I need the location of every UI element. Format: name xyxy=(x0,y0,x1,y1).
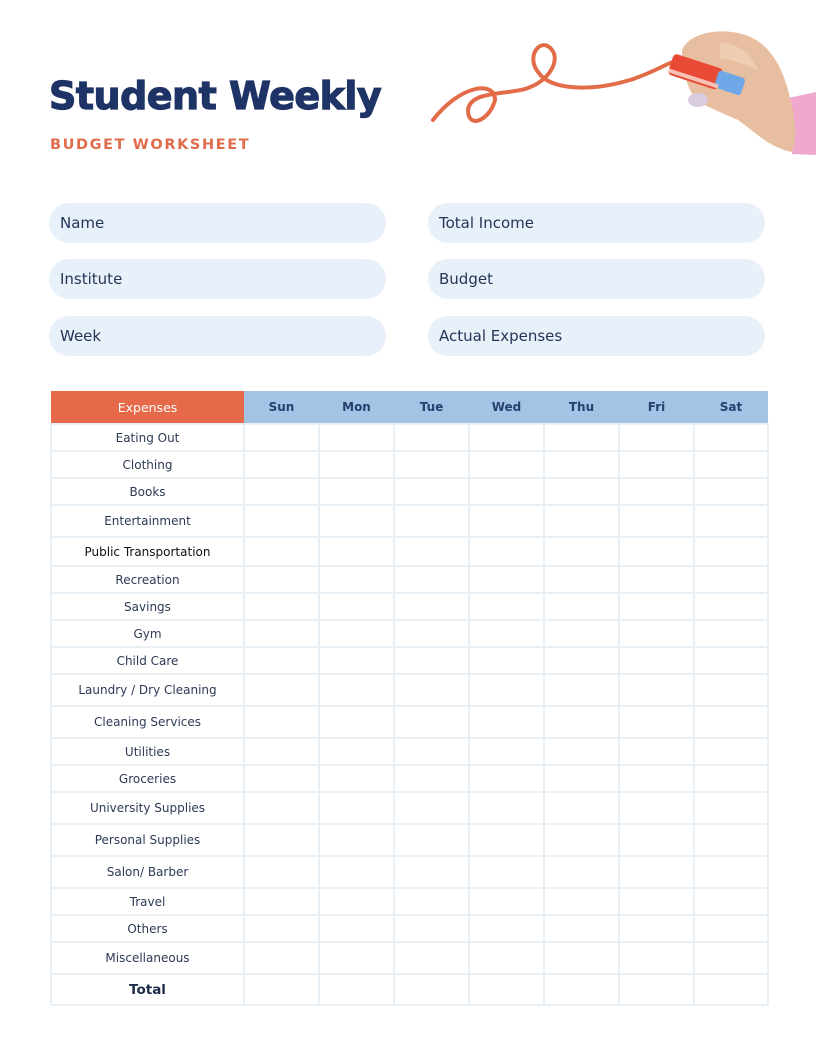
amount-cell-sat[interactable] xyxy=(694,974,768,1005)
amount-cell-mon[interactable] xyxy=(319,593,394,620)
amount-cell-tue[interactable] xyxy=(394,537,469,566)
column-header-sun: Sun xyxy=(244,391,319,424)
amount-cell-sat[interactable] xyxy=(694,647,768,674)
column-header-thu: Thu xyxy=(544,391,619,424)
amount-cell-mon[interactable] xyxy=(319,424,394,451)
amount-cell-mon[interactable] xyxy=(319,738,394,765)
actual-expenses-field-label: Actual Expenses xyxy=(439,327,563,345)
amount-cell-sat[interactable] xyxy=(694,505,768,537)
table-row xyxy=(51,856,768,888)
table-row xyxy=(51,824,768,856)
total-income-field[interactable] xyxy=(428,203,765,243)
amount-cell-sat[interactable] xyxy=(694,478,768,505)
column-header-fri: Fri xyxy=(619,391,694,424)
amount-cell-thu[interactable] xyxy=(544,537,619,566)
amount-cell-sat[interactable] xyxy=(694,792,768,824)
amount-cell-sun[interactable] xyxy=(244,478,319,505)
amount-cell-sun[interactable] xyxy=(244,537,319,566)
amount-cell-sun[interactable] xyxy=(244,505,319,537)
expense-label: Salon/ Barber xyxy=(51,856,244,888)
amount-cell-thu[interactable] xyxy=(544,915,619,942)
amount-cell-sat[interactable] xyxy=(694,738,768,765)
hand-marker-illustration-icon xyxy=(420,20,816,170)
amount-cell-fri[interactable] xyxy=(619,620,694,647)
expense-label: Savings xyxy=(51,593,244,620)
table-row xyxy=(51,424,768,451)
amount-cell-tue[interactable] xyxy=(394,478,469,505)
column-header-wed: Wed xyxy=(469,391,544,424)
amount-cell-sun[interactable] xyxy=(244,824,319,856)
amount-cell-thu[interactable] xyxy=(544,451,619,478)
week-field[interactable] xyxy=(49,316,386,356)
amount-cell-tue[interactable] xyxy=(394,566,469,593)
amount-cell-tue[interactable] xyxy=(394,792,469,824)
amount-cell-mon[interactable] xyxy=(319,478,394,505)
table-row xyxy=(51,451,768,478)
amount-cell-sun[interactable] xyxy=(244,888,319,915)
amount-cell-mon[interactable] xyxy=(319,620,394,647)
amount-cell-thu[interactable] xyxy=(544,706,619,738)
amount-cell-mon[interactable] xyxy=(319,824,394,856)
table-row xyxy=(51,593,768,620)
amount-cell-tue[interactable] xyxy=(394,424,469,451)
actual-expenses-field[interactable] xyxy=(428,316,765,356)
amount-cell-wed[interactable] xyxy=(469,451,544,478)
amount-cell-fri[interactable] xyxy=(619,593,694,620)
amount-cell-tue[interactable] xyxy=(394,738,469,765)
amount-cell-wed[interactable] xyxy=(469,537,544,566)
amount-cell-tue[interactable] xyxy=(394,593,469,620)
amount-cell-fri[interactable] xyxy=(619,451,694,478)
amount-cell-thu[interactable] xyxy=(544,566,619,593)
amount-cell-mon[interactable] xyxy=(319,674,394,706)
amount-cell-sat[interactable] xyxy=(694,856,768,888)
amount-cell-sat[interactable] xyxy=(694,424,768,451)
amount-cell-mon[interactable] xyxy=(319,451,394,478)
table-row xyxy=(51,537,768,566)
amount-cell-mon[interactable] xyxy=(319,856,394,888)
amount-cell-fri[interactable] xyxy=(619,942,694,974)
amount-cell-mon[interactable] xyxy=(319,915,394,942)
expense-label: Entertainment xyxy=(51,505,244,537)
table-row xyxy=(51,915,768,942)
amount-cell-thu[interactable] xyxy=(544,505,619,537)
amount-cell-wed[interactable] xyxy=(469,620,544,647)
amount-cell-fri[interactable] xyxy=(619,424,694,451)
amount-cell-thu[interactable] xyxy=(544,824,619,856)
institute-field-label: Institute xyxy=(60,270,123,288)
expense-label: Child Care xyxy=(51,647,244,674)
amount-cell-thu[interactable] xyxy=(544,856,619,888)
total-row xyxy=(51,974,768,1005)
expense-label: Total xyxy=(51,974,244,1005)
amount-cell-tue[interactable] xyxy=(394,451,469,478)
amount-cell-thu[interactable] xyxy=(544,765,619,792)
amount-cell-fri[interactable] xyxy=(619,765,694,792)
amount-cell-sun[interactable] xyxy=(244,915,319,942)
amount-cell-mon[interactable] xyxy=(319,566,394,593)
amount-cell-tue[interactable] xyxy=(394,856,469,888)
amount-cell-wed[interactable] xyxy=(469,505,544,537)
amount-cell-sun[interactable] xyxy=(244,792,319,824)
amount-cell-fri[interactable] xyxy=(619,706,694,738)
table-row xyxy=(51,942,768,974)
amount-cell-thu[interactable] xyxy=(544,888,619,915)
amount-cell-sun[interactable] xyxy=(244,974,319,1005)
budget-field[interactable] xyxy=(428,259,765,299)
amount-cell-sun[interactable] xyxy=(244,942,319,974)
amount-cell-thu[interactable] xyxy=(544,942,619,974)
expense-label: Personal Supplies xyxy=(51,824,244,856)
amount-cell-wed[interactable] xyxy=(469,765,544,792)
table-row xyxy=(51,647,768,674)
column-header-tue: Tue xyxy=(394,391,469,424)
amount-cell-sat[interactable] xyxy=(694,537,768,566)
amount-cell-mon[interactable] xyxy=(319,505,394,537)
amount-cell-fri[interactable] xyxy=(619,478,694,505)
amount-cell-mon[interactable] xyxy=(319,706,394,738)
amount-cell-wed[interactable] xyxy=(469,647,544,674)
amount-cell-sun[interactable] xyxy=(244,424,319,451)
amount-cell-sun[interactable] xyxy=(244,738,319,765)
table-row xyxy=(51,566,768,593)
amount-cell-mon[interactable] xyxy=(319,765,394,792)
amount-cell-sat[interactable] xyxy=(694,888,768,915)
column-header-sat: Sat xyxy=(694,391,768,424)
amount-cell-tue[interactable] xyxy=(394,942,469,974)
amount-cell-thu[interactable] xyxy=(544,792,619,824)
amount-cell-fri[interactable] xyxy=(619,792,694,824)
amount-cell-wed[interactable] xyxy=(469,824,544,856)
amount-cell-sun[interactable] xyxy=(244,765,319,792)
amount-cell-fri[interactable] xyxy=(619,915,694,942)
expense-label: Eating Out xyxy=(51,424,244,451)
amount-cell-sun[interactable] xyxy=(244,451,319,478)
amount-cell-fri[interactable] xyxy=(619,674,694,706)
amount-cell-sun[interactable] xyxy=(244,566,319,593)
table-row xyxy=(51,792,768,824)
amount-cell-mon[interactable] xyxy=(319,942,394,974)
week-field-label: Week xyxy=(60,327,102,345)
amount-cell-fri[interactable] xyxy=(619,537,694,566)
amount-cell-fri[interactable] xyxy=(619,888,694,915)
amount-cell-fri[interactable] xyxy=(619,505,694,537)
expense-label: Utilities xyxy=(51,738,244,765)
name-field-label: Name xyxy=(60,214,105,232)
table-body xyxy=(51,424,768,1005)
amount-cell-tue[interactable] xyxy=(394,888,469,915)
amount-cell-thu[interactable] xyxy=(544,974,619,1005)
page-title: Student Weekly xyxy=(49,74,382,118)
amount-cell-sun[interactable] xyxy=(244,856,319,888)
amount-cell-tue[interactable] xyxy=(394,706,469,738)
table-row xyxy=(51,674,768,706)
expense-label: Books xyxy=(51,478,244,505)
amount-cell-thu[interactable] xyxy=(544,647,619,674)
amount-cell-thu[interactable] xyxy=(544,593,619,620)
amount-cell-tue[interactable] xyxy=(394,974,469,1005)
amount-cell-sun[interactable] xyxy=(244,674,319,706)
amount-cell-sat[interactable] xyxy=(694,942,768,974)
amount-cell-wed[interactable] xyxy=(469,915,544,942)
amount-cell-tue[interactable] xyxy=(394,824,469,856)
amount-cell-wed[interactable] xyxy=(469,888,544,915)
amount-cell-fri[interactable] xyxy=(619,856,694,888)
amount-cell-wed[interactable] xyxy=(469,856,544,888)
expense-label: Gym xyxy=(51,620,244,647)
expense-label: Groceries xyxy=(51,765,244,792)
amount-cell-sun[interactable] xyxy=(244,706,319,738)
amount-cell-sat[interactable] xyxy=(694,915,768,942)
expense-label: Laundry / Dry Cleaning xyxy=(51,674,244,706)
expense-label: Clothing xyxy=(51,451,244,478)
expenses-table xyxy=(50,391,769,1006)
amount-cell-fri[interactable] xyxy=(619,738,694,765)
amount-cell-sat[interactable] xyxy=(694,593,768,620)
column-header-expenses: Expenses xyxy=(51,391,244,424)
amount-cell-mon[interactable] xyxy=(319,888,394,915)
amount-cell-sun[interactable] xyxy=(244,593,319,620)
amount-cell-tue[interactable] xyxy=(394,505,469,537)
expense-label: Public Transportation xyxy=(51,537,244,566)
amount-cell-tue[interactable] xyxy=(394,765,469,792)
expense-label: Recreation xyxy=(51,566,244,593)
amount-cell-fri[interactable] xyxy=(619,647,694,674)
amount-cell-thu[interactable] xyxy=(544,424,619,451)
amount-cell-mon[interactable] xyxy=(319,792,394,824)
institute-field[interactable] xyxy=(49,259,386,299)
amount-cell-mon[interactable] xyxy=(319,974,394,1005)
amount-cell-tue[interactable] xyxy=(394,647,469,674)
table-row xyxy=(51,505,768,537)
amount-cell-mon[interactable] xyxy=(319,647,394,674)
expense-label: Miscellaneous xyxy=(51,942,244,974)
column-header-mon: Mon xyxy=(319,391,394,424)
amount-cell-tue[interactable] xyxy=(394,674,469,706)
table-row xyxy=(51,888,768,915)
amount-cell-sun[interactable] xyxy=(244,620,319,647)
table-header-row xyxy=(51,391,768,424)
amount-cell-wed[interactable] xyxy=(469,566,544,593)
amount-cell-thu[interactable] xyxy=(544,738,619,765)
amount-cell-wed[interactable] xyxy=(469,706,544,738)
amount-cell-sat[interactable] xyxy=(694,566,768,593)
amount-cell-wed[interactable] xyxy=(469,942,544,974)
amount-cell-tue[interactable] xyxy=(394,915,469,942)
amount-cell-sun[interactable] xyxy=(244,647,319,674)
amount-cell-wed[interactable] xyxy=(469,424,544,451)
amount-cell-sat[interactable] xyxy=(694,765,768,792)
amount-cell-fri[interactable] xyxy=(619,566,694,593)
table-row xyxy=(51,706,768,738)
expense-label: University Supplies xyxy=(51,792,244,824)
table-row xyxy=(51,765,768,792)
amount-cell-thu[interactable] xyxy=(544,478,619,505)
expense-label: Others xyxy=(51,915,244,942)
amount-cell-sat[interactable] xyxy=(694,706,768,738)
expense-label: Travel xyxy=(51,888,244,915)
amount-cell-wed[interactable] xyxy=(469,478,544,505)
amount-cell-wed[interactable] xyxy=(469,738,544,765)
total-income-field-label: Total Income xyxy=(439,214,534,232)
table-row xyxy=(51,738,768,765)
amount-cell-wed[interactable] xyxy=(469,674,544,706)
table-row xyxy=(51,620,768,647)
amount-cell-fri[interactable] xyxy=(619,824,694,856)
amount-cell-sat[interactable] xyxy=(694,451,768,478)
budget-field-label: Budget xyxy=(439,270,493,288)
amount-cell-wed[interactable] xyxy=(469,974,544,1005)
amount-cell-sat[interactable] xyxy=(694,674,768,706)
name-field[interactable] xyxy=(49,203,386,243)
amount-cell-thu[interactable] xyxy=(544,620,619,647)
amount-cell-tue[interactable] xyxy=(394,620,469,647)
expense-label: Cleaning Services xyxy=(51,706,244,738)
amount-cell-mon[interactable] xyxy=(319,537,394,566)
table-row xyxy=(51,478,768,505)
amount-cell-thu[interactable] xyxy=(544,674,619,706)
amount-cell-sat[interactable] xyxy=(694,824,768,856)
page-subtitle: BUDGET WORKSHEET xyxy=(50,137,251,153)
amount-cell-wed[interactable] xyxy=(469,593,544,620)
amount-cell-sat[interactable] xyxy=(694,620,768,647)
amount-cell-fri[interactable] xyxy=(619,974,694,1005)
amount-cell-wed[interactable] xyxy=(469,792,544,824)
